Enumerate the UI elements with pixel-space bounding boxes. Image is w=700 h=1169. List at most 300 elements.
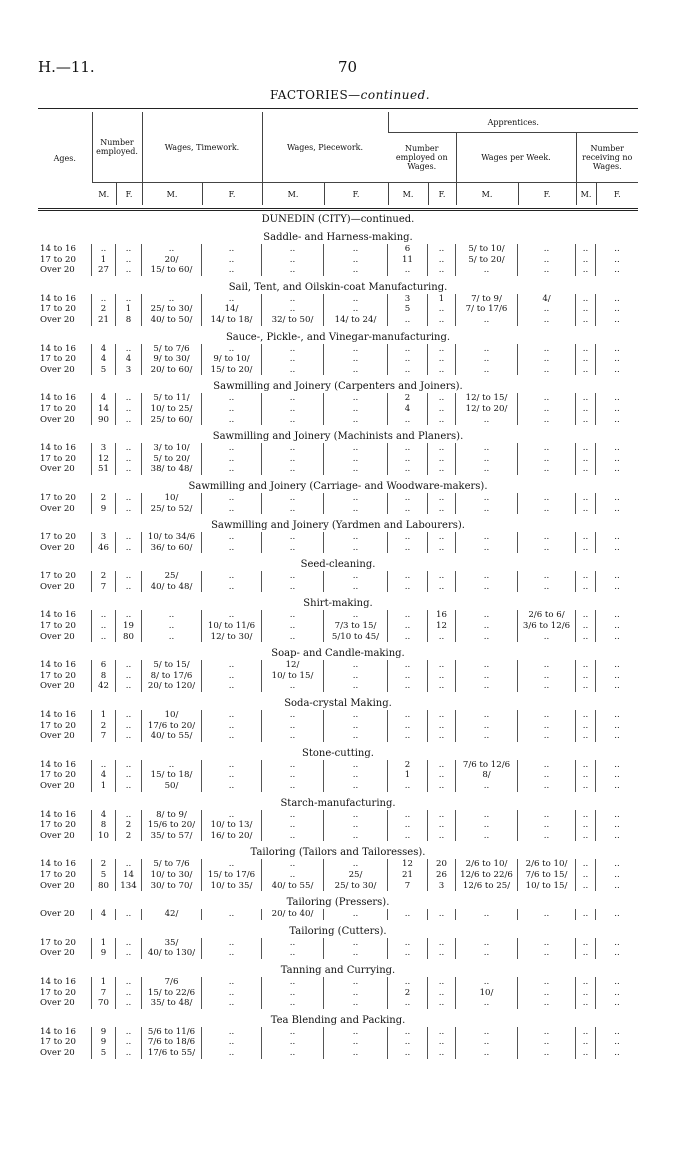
cell-timework-f: .. bbox=[202, 404, 262, 415]
cell-f-employed: .. bbox=[116, 1027, 142, 1038]
cell-appr-week-m: .. bbox=[456, 571, 518, 582]
header-wages-piecework: Wages, Piecework. bbox=[262, 112, 388, 183]
cell-age: 14 to 16 bbox=[38, 393, 92, 404]
cell-appr-nowage-m: .. bbox=[576, 810, 596, 821]
table-row bbox=[38, 909, 638, 920]
cell-piecework-m: 32/ to 50/ bbox=[262, 315, 324, 326]
cell-m-employed: 21 bbox=[92, 315, 116, 326]
cell-appr-week-m: .. bbox=[456, 710, 518, 721]
cell-piecework-m: .. bbox=[262, 998, 324, 1009]
cell-appr-week-m: 7/ to 9/ bbox=[456, 294, 518, 305]
cell-appr-week-m: .. bbox=[456, 977, 518, 988]
cell-appr-nowage-f: .. bbox=[614, 987, 620, 998]
cell-appr-wages-m: .. bbox=[388, 681, 428, 692]
cell-appr-wages-f: .. bbox=[428, 660, 456, 671]
cell-m-employed: 5 bbox=[92, 365, 116, 376]
cell-m-employed: 8 bbox=[92, 671, 116, 682]
cell-m-employed: 90 bbox=[92, 415, 116, 426]
cell-appr-nowage-f: .. bbox=[614, 293, 620, 304]
cell-piecework-f: .. bbox=[324, 582, 388, 593]
cell-appr-week-m: .. bbox=[456, 454, 518, 465]
cell-timework-m: 25/ to 60/ bbox=[142, 415, 202, 426]
cell-m-employed: 3 bbox=[92, 532, 116, 543]
cell-appr-wages-m: 7 bbox=[388, 881, 428, 892]
cell-timework-f: 10/ to 35/ bbox=[202, 881, 262, 892]
section-title: Tailoring (Pressers). bbox=[286, 897, 390, 909]
cell-f-employed: .. bbox=[116, 710, 142, 721]
cell-appr-nowage-m: .. bbox=[576, 731, 596, 742]
cell-timework-f: 14/ bbox=[202, 304, 262, 315]
cell-appr-nowage-f: .. bbox=[614, 314, 620, 325]
cell-timework-m: 20/ to 120/ bbox=[142, 681, 202, 692]
cell-appr-week-f: .. bbox=[518, 504, 576, 515]
cell-f-employed: .. bbox=[116, 671, 142, 682]
cell-timework-f: 15/ to 20/ bbox=[202, 365, 262, 376]
cell-timework-m: 38/ to 48/ bbox=[142, 464, 202, 475]
cell-appr-week-f: 4/ bbox=[518, 294, 576, 305]
cell-appr-week-m: .. bbox=[456, 1048, 518, 1059]
cell-appr-week-m: 5/ to 10/ bbox=[456, 244, 518, 255]
cell-f-employed: .. bbox=[116, 909, 142, 920]
cell-appr-week-m: .. bbox=[456, 938, 518, 949]
cell-appr-wages-f: .. bbox=[428, 988, 456, 999]
cell-piecework-f: .. bbox=[324, 1037, 388, 1048]
cell-piecework-m: .. bbox=[262, 859, 324, 870]
cell-appr-wages-m: .. bbox=[388, 731, 428, 742]
cell-age: Over 20 bbox=[38, 265, 92, 276]
page-number: 70 bbox=[338, 58, 358, 76]
cell-f-employed: .. bbox=[116, 344, 142, 355]
cell-appr-nowage-f: .. bbox=[614, 660, 620, 671]
cell-timework-f: .. bbox=[202, 294, 262, 305]
table-row bbox=[38, 532, 638, 543]
cell-f-employed: 1 bbox=[116, 304, 142, 315]
cell-appr-week-f: .. bbox=[518, 443, 576, 454]
cell-piecework-f: .. bbox=[324, 454, 388, 465]
cell-appr-nowage-f: .. bbox=[614, 492, 620, 503]
cell-f-employed: .. bbox=[116, 721, 142, 732]
section-title: Tailoring (Cutters). bbox=[289, 925, 387, 937]
cell-appr-week-f: .. bbox=[518, 571, 576, 582]
cell-piecework-f: .. bbox=[324, 493, 388, 504]
cell-piecework-f: 25/ bbox=[324, 870, 388, 881]
cell-appr-nowage-f: .. bbox=[614, 770, 620, 781]
cell-appr-week-f: .. bbox=[518, 415, 576, 426]
cell-m-employed: 1 bbox=[92, 255, 116, 266]
cell-f-employed: 2 bbox=[116, 831, 142, 842]
cell-f-employed: .. bbox=[116, 988, 142, 999]
cell-appr-week-f: .. bbox=[518, 731, 576, 742]
cell-appr-nowage-f: .. bbox=[614, 393, 620, 404]
table-row bbox=[38, 988, 638, 999]
cell-age: Over 20 bbox=[38, 948, 92, 959]
cell-piecework-m: .. bbox=[262, 770, 324, 781]
cell-appr-nowage-f: .. bbox=[614, 681, 620, 692]
cell-appr-week-f: 10/ to 15/ bbox=[518, 881, 576, 892]
cell-appr-nowage-m: .. bbox=[576, 415, 596, 426]
cell-age: 17 to 20 bbox=[38, 571, 92, 582]
cell-timework-m: 35/ to 57/ bbox=[142, 831, 202, 842]
cell-appr-nowage-m: .. bbox=[576, 721, 596, 732]
cell-appr-week-f: .. bbox=[518, 265, 576, 276]
cell-timework-f: .. bbox=[202, 671, 262, 682]
table-row bbox=[38, 304, 638, 315]
cell-appr-wages-f: .. bbox=[428, 977, 456, 988]
cell-age: 17 to 20 bbox=[38, 255, 92, 266]
cell-appr-nowage-m: .. bbox=[576, 671, 596, 682]
cell-timework-m: 15/ to 60/ bbox=[142, 265, 202, 276]
cell-timework-f: .. bbox=[202, 998, 262, 1009]
cell-piecework-f: .. bbox=[324, 977, 388, 988]
cell-appr-wages-f: .. bbox=[428, 998, 456, 1009]
cell-age: Over 20 bbox=[38, 881, 92, 892]
cell-appr-week-f: .. bbox=[518, 998, 576, 1009]
cell-piecework-m: .. bbox=[262, 977, 324, 988]
cell-appr-wages-m: .. bbox=[388, 454, 428, 465]
table-row bbox=[38, 710, 638, 721]
cell-age: 17 to 20 bbox=[38, 404, 92, 415]
cell-timework-f: 10/ to 11/6 bbox=[202, 621, 262, 632]
cell-appr-week-m: .. bbox=[456, 948, 518, 959]
cell-piecework-m: .. bbox=[262, 710, 324, 721]
cell-appr-week-f: .. bbox=[518, 582, 576, 593]
cell-appr-week-f: .. bbox=[518, 781, 576, 792]
cell-appr-week-f: .. bbox=[518, 938, 576, 949]
cell-appr-wages-f: .. bbox=[428, 255, 456, 266]
cell-f-employed: .. bbox=[116, 998, 142, 1009]
cell-piecework-f: .. bbox=[324, 948, 388, 959]
cell-piecework-m: .. bbox=[262, 938, 324, 949]
cell-appr-nowage-f: .. bbox=[614, 464, 620, 475]
cell-appr-wages-m: .. bbox=[388, 571, 428, 582]
cell-appr-nowage-m: .. bbox=[576, 304, 596, 315]
cell-appr-nowage-m: .. bbox=[576, 660, 596, 671]
cell-appr-nowage-m: .. bbox=[576, 255, 596, 266]
cell-piecework-f: 14/ to 24/ bbox=[324, 315, 388, 326]
cell-appr-nowage-m: .. bbox=[576, 977, 596, 988]
cell-appr-nowage-f: .. bbox=[614, 265, 620, 276]
cell-timework-f: .. bbox=[202, 710, 262, 721]
cell-timework-f: .. bbox=[202, 344, 262, 355]
cell-piecework-f: .. bbox=[324, 938, 388, 949]
cell-age: Over 20 bbox=[38, 731, 92, 742]
cell-age: 17 to 20 bbox=[38, 1037, 92, 1048]
cell-f-employed: .. bbox=[116, 532, 142, 543]
cell-appr-nowage-m: .. bbox=[576, 244, 596, 255]
cell-age: Over 20 bbox=[38, 415, 92, 426]
cell-timework-m: 25/ to 52/ bbox=[142, 504, 202, 515]
cell-timework-f: .. bbox=[202, 255, 262, 266]
cell-appr-wages-m: .. bbox=[388, 265, 428, 276]
cell-appr-nowage-m: .. bbox=[576, 404, 596, 415]
cell-appr-nowage-m: .. bbox=[576, 504, 596, 515]
cell-appr-nowage-m: .. bbox=[576, 998, 596, 1009]
section-title: Tanning and Currying. bbox=[280, 964, 396, 976]
cell-age: Over 20 bbox=[38, 781, 92, 792]
cell-appr-wages-f: .. bbox=[428, 1037, 456, 1048]
cell-appr-wages-m: .. bbox=[388, 710, 428, 721]
cell-timework-m: 8/ to 9/ bbox=[142, 810, 202, 821]
cell-age: Over 20 bbox=[38, 1048, 92, 1059]
header-wages-timework: Wages, Timework. bbox=[142, 112, 262, 183]
cell-appr-nowage-f: .. bbox=[614, 532, 620, 543]
cell-timework-m: 20/ to 60/ bbox=[142, 365, 202, 376]
cell-appr-nowage-m: .. bbox=[576, 621, 596, 632]
cell-appr-wages-m: 2 bbox=[388, 988, 428, 999]
cell-age: Over 20 bbox=[38, 504, 92, 515]
table-row bbox=[38, 265, 638, 276]
cell-appr-wages-f: .. bbox=[428, 315, 456, 326]
cell-m-employed: 70 bbox=[92, 998, 116, 1009]
cell-piecework-m: .. bbox=[262, 1048, 324, 1059]
cell-appr-wages-m: .. bbox=[388, 998, 428, 1009]
cell-age: 14 to 16 bbox=[38, 1027, 92, 1038]
table-row bbox=[38, 781, 638, 792]
cell-m-employed: 4 bbox=[92, 810, 116, 821]
table-row bbox=[38, 881, 638, 892]
cell-appr-nowage-m: .. bbox=[576, 1027, 596, 1038]
cell-appr-week-m: .. bbox=[456, 660, 518, 671]
cell-timework-m: .. bbox=[142, 294, 202, 305]
cell-appr-nowage-f: .. bbox=[614, 414, 620, 425]
cell-appr-nowage-f: .. bbox=[614, 1037, 620, 1048]
cell-timework-m: 5/ to 11/ bbox=[142, 393, 202, 404]
table-row bbox=[38, 454, 638, 465]
cell-timework-f: .. bbox=[202, 938, 262, 949]
cell-m-employed: 4 bbox=[92, 344, 116, 355]
cell-appr-nowage-m: .. bbox=[576, 938, 596, 949]
cell-age: 14 to 16 bbox=[38, 294, 92, 305]
cell-timework-f: .. bbox=[202, 265, 262, 276]
cell-appr-wages-f: .. bbox=[428, 532, 456, 543]
cell-appr-wages-m: .. bbox=[388, 721, 428, 732]
cell-timework-f: .. bbox=[202, 721, 262, 732]
cell-appr-nowage-m: .. bbox=[576, 393, 596, 404]
cell-age: 17 to 20 bbox=[38, 532, 92, 543]
cell-appr-week-f: .. bbox=[518, 948, 576, 959]
cell-appr-nowage-m: .. bbox=[576, 781, 596, 792]
cell-m-employed: 7 bbox=[92, 731, 116, 742]
cell-appr-wages-f: .. bbox=[428, 464, 456, 475]
cell-f-employed: 4 bbox=[116, 354, 142, 365]
cell-timework-f: .. bbox=[202, 393, 262, 404]
cell-appr-nowage-m: .. bbox=[576, 820, 596, 831]
cell-appr-week-m: .. bbox=[456, 909, 518, 920]
cell-appr-week-m: 8/ bbox=[456, 770, 518, 781]
cell-m-employed: 9 bbox=[92, 504, 116, 515]
cell-piecework-f: .. bbox=[324, 571, 388, 582]
cell-m-employed: 9 bbox=[92, 1037, 116, 1048]
cell-appr-wages-f: .. bbox=[428, 632, 456, 643]
cell-appr-wages-f: .. bbox=[428, 671, 456, 682]
cell-appr-week-f: .. bbox=[518, 760, 576, 771]
cell-f-employed: .. bbox=[116, 859, 142, 870]
cell-piecework-m: .. bbox=[262, 632, 324, 643]
cell-appr-week-m: 10/ bbox=[456, 988, 518, 999]
cell-f-employed: .. bbox=[116, 493, 142, 504]
cell-m-employed: 2 bbox=[92, 859, 116, 870]
cell-piecework-f: .. bbox=[324, 988, 388, 999]
cell-appr-nowage-f: .. bbox=[614, 998, 620, 1009]
cell-appr-wages-f: .. bbox=[428, 415, 456, 426]
cell-appr-week-m: .. bbox=[456, 621, 518, 632]
cell-timework-m: .. bbox=[142, 621, 202, 632]
cell-timework-m: 5/ to 20/ bbox=[142, 454, 202, 465]
cell-age: 17 to 20 bbox=[38, 493, 92, 504]
table-row bbox=[38, 610, 638, 621]
cell-appr-wages-m: .. bbox=[388, 443, 428, 454]
cell-f-employed: .. bbox=[116, 810, 142, 821]
cell-appr-nowage-f: .. bbox=[614, 364, 620, 375]
cell-appr-week-f: .. bbox=[518, 710, 576, 721]
cell-piecework-m: .. bbox=[262, 304, 324, 315]
cell-appr-nowage-m: .. bbox=[576, 770, 596, 781]
page-title: FACTORIES—continued. bbox=[269, 88, 431, 102]
cell-piecework-m: .. bbox=[262, 454, 324, 465]
cell-timework-f: .. bbox=[202, 244, 262, 255]
cell-m-employed: 3 bbox=[92, 443, 116, 454]
cell-appr-nowage-f: .. bbox=[614, 948, 620, 959]
cell-appr-week-f: .. bbox=[518, 1048, 576, 1059]
cell-appr-nowage-m: .. bbox=[576, 870, 596, 881]
cell-appr-wages-f: .. bbox=[428, 443, 456, 454]
cell-appr-wages-m: .. bbox=[388, 1048, 428, 1059]
cell-appr-week-f: .. bbox=[518, 304, 576, 315]
section-title: Sawmilling and Joinery (Carriage- and Woodware-makers). bbox=[188, 480, 488, 492]
cell-m-employed: 9 bbox=[92, 948, 116, 959]
cell-appr-week-f: .. bbox=[518, 660, 576, 671]
cell-appr-wages-f: 16 bbox=[428, 610, 456, 621]
cell-f-employed: .. bbox=[116, 681, 142, 692]
cell-timework-m: 15/ to 22/6 bbox=[142, 988, 202, 999]
table-row bbox=[38, 731, 638, 742]
cell-piecework-m: .. bbox=[262, 1037, 324, 1048]
cell-piecework-f: .. bbox=[324, 998, 388, 1009]
cell-appr-week-f: .. bbox=[518, 244, 576, 255]
cell-appr-wages-m: .. bbox=[388, 344, 428, 355]
cell-appr-wages-f: .. bbox=[428, 909, 456, 920]
cell-age: 17 to 20 bbox=[38, 870, 92, 881]
cell-appr-wages-m: 3 bbox=[388, 294, 428, 305]
cell-age: 14 to 16 bbox=[38, 443, 92, 454]
cell-f-employed: .. bbox=[116, 454, 142, 465]
cell-appr-wages-m: .. bbox=[388, 354, 428, 365]
cell-appr-week-m: .. bbox=[456, 315, 518, 326]
cell-m-employed: .. bbox=[92, 760, 116, 771]
cell-timework-m: 25/ to 30/ bbox=[142, 304, 202, 315]
cell-timework-m: 50/ bbox=[142, 781, 202, 792]
table-row bbox=[38, 671, 638, 682]
cell-appr-week-f: .. bbox=[518, 988, 576, 999]
cell-timework-m: 7/6 bbox=[142, 977, 202, 988]
cell-appr-wages-m: 2 bbox=[388, 393, 428, 404]
cell-appr-wages-f: .. bbox=[428, 831, 456, 842]
cell-f-employed: 8 bbox=[116, 315, 142, 326]
cell-age: 14 to 16 bbox=[38, 344, 92, 355]
cell-piecework-f: .. bbox=[324, 820, 388, 831]
cell-piecework-m: .. bbox=[262, 610, 324, 621]
cell-appr-nowage-m: .. bbox=[576, 632, 596, 643]
cell-appr-wages-f: .. bbox=[428, 265, 456, 276]
table-row bbox=[38, 404, 638, 415]
cell-appr-week-m: .. bbox=[456, 543, 518, 554]
cell-piecework-m: .. bbox=[262, 493, 324, 504]
cell-piecework-m: 10/ to 15/ bbox=[262, 671, 324, 682]
cell-piecework-m: .. bbox=[262, 255, 324, 266]
cell-appr-week-m: .. bbox=[456, 1037, 518, 1048]
cell-m-employed: 4 bbox=[92, 393, 116, 404]
table-row bbox=[38, 831, 638, 842]
cell-appr-nowage-f: .. bbox=[614, 453, 620, 464]
cell-appr-wages-m: 21 bbox=[388, 870, 428, 881]
cell-appr-nowage-f: .. bbox=[614, 503, 620, 514]
cell-appr-nowage-m: .. bbox=[576, 909, 596, 920]
cell-age: 17 to 20 bbox=[38, 621, 92, 632]
section-title: Starch-manufacturing. bbox=[280, 797, 396, 809]
cell-appr-nowage-m: .. bbox=[576, 881, 596, 892]
cell-appr-nowage-f: .. bbox=[614, 830, 620, 841]
section-title: Tea Blending and Packing. bbox=[270, 1014, 406, 1026]
cell-age: 17 to 20 bbox=[38, 938, 92, 949]
cell-age: 14 to 16 bbox=[38, 710, 92, 721]
cell-appr-nowage-m: .. bbox=[576, 1037, 596, 1048]
section-title: Tailoring (Tailors and Tailoresses). bbox=[250, 847, 426, 859]
cell-timework-f: .. bbox=[202, 660, 262, 671]
cell-piecework-f: .. bbox=[324, 610, 388, 621]
cell-appr-nowage-f: .. bbox=[614, 859, 620, 870]
cell-piecework-f: .. bbox=[324, 710, 388, 721]
cell-piecework-m: .. bbox=[262, 988, 324, 999]
cell-m-employed: .. bbox=[92, 244, 116, 255]
cell-piecework-f: .. bbox=[324, 760, 388, 771]
cell-f-employed: .. bbox=[116, 582, 142, 593]
cell-timework-f: .. bbox=[202, 731, 262, 742]
cell-piecework-m: .. bbox=[262, 621, 324, 632]
cell-timework-m: 3/ to 10/ bbox=[142, 443, 202, 454]
cell-appr-wages-f: 12 bbox=[428, 621, 456, 632]
cell-appr-week-m: 7/ to 17/6 bbox=[456, 304, 518, 315]
cell-piecework-f: .. bbox=[324, 443, 388, 454]
header-appr-number-on-wages: Number employed on Wages. bbox=[395, 144, 448, 171]
table-row bbox=[38, 255, 638, 266]
cell-appr-wages-m: 5 bbox=[388, 304, 428, 315]
cell-timework-f: .. bbox=[202, 571, 262, 582]
cell-m-employed: .. bbox=[92, 632, 116, 643]
cell-age: Over 20 bbox=[38, 543, 92, 554]
cell-piecework-f: .. bbox=[324, 404, 388, 415]
cell-timework-m: 8/ to 17/6 bbox=[142, 671, 202, 682]
cell-age: Over 20 bbox=[38, 365, 92, 376]
cell-f-employed: .. bbox=[116, 244, 142, 255]
cell-timework-f: .. bbox=[202, 948, 262, 959]
cell-f-employed: .. bbox=[116, 760, 142, 771]
cell-appr-wages-m: .. bbox=[388, 532, 428, 543]
cell-appr-wages-m: 12 bbox=[388, 859, 428, 870]
cell-m-employed: 1 bbox=[92, 977, 116, 988]
cell-timework-m: 35/ bbox=[142, 938, 202, 949]
cell-appr-nowage-f: .. bbox=[614, 670, 620, 681]
cell-appr-wages-m: 2 bbox=[388, 760, 428, 771]
cell-piecework-f: .. bbox=[324, 354, 388, 365]
cell-appr-week-f: .. bbox=[518, 810, 576, 821]
cell-timework-f: .. bbox=[202, 582, 262, 593]
city-heading: DUNEDIN (CITY)—continued. bbox=[261, 214, 415, 225]
table-row bbox=[38, 354, 638, 365]
cell-appr-nowage-f: .. bbox=[614, 1026, 620, 1037]
cell-appr-week-f: .. bbox=[518, 454, 576, 465]
cell-m-employed: 46 bbox=[92, 543, 116, 554]
cell-appr-nowage-f: .. bbox=[614, 610, 620, 621]
